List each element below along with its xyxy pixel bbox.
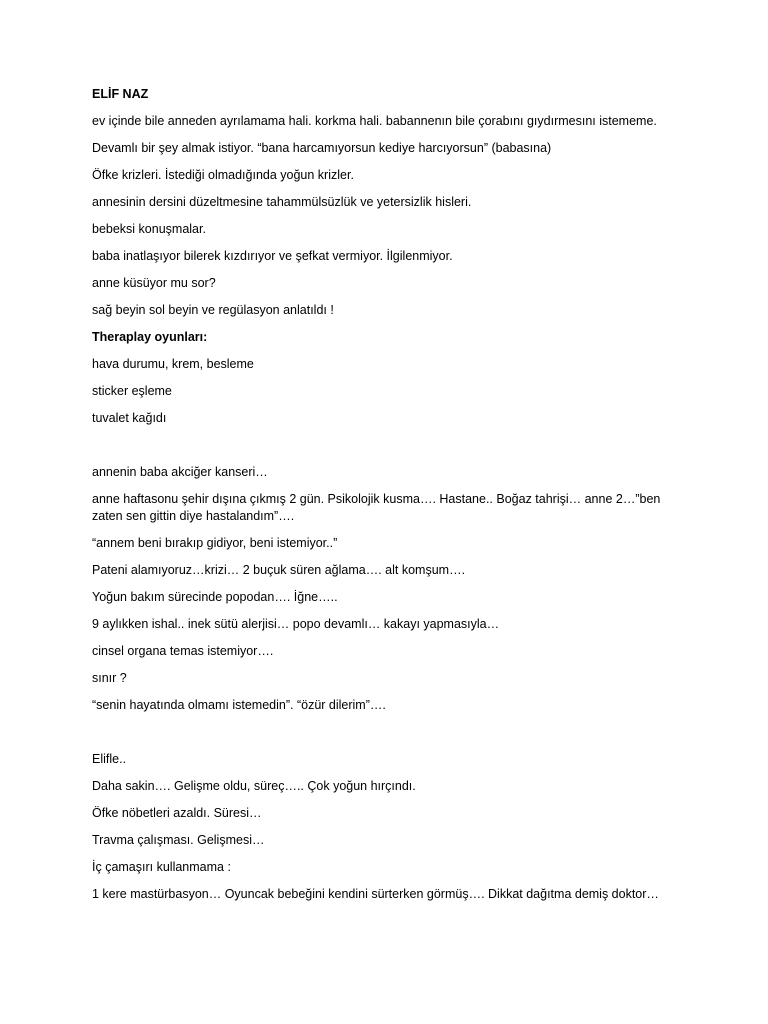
document-title: ELİF NAZ — [92, 87, 149, 101]
paragraph: “annem beni bırakıp gidiyor, beni istemiyor..” — [92, 536, 338, 550]
document-body — [92, 86, 692, 913]
paragraph: Pateni alamıyoruz…krizi… 2 buçuk süren ağlama…. alt komşum…. — [92, 563, 466, 577]
paragraph: 1 kere mastürbasyon… Oyuncak bebeğini kendini sürterken görmüş…. Dikkat dağıtma demiş doktor… — [92, 887, 659, 901]
paragraph: Öfke krizleri. İstediği olmadığında yoğun krizler. — [92, 168, 354, 182]
paragraph: sınır ? — [92, 671, 127, 685]
paragraph: Travma çalışması. Gelişmesi… — [92, 833, 265, 847]
paragraph: annesinin dersini düzeltmesine tahammülsüzlük ve yetersizlik hisleri. — [92, 195, 472, 209]
theraplay-item: tuvalet kağıdı — [92, 411, 167, 425]
paragraph: bebeksi konuşmalar. — [92, 222, 206, 236]
paragraph: Yoğun bakım sürecinde popodan…. İğne….. — [92, 590, 338, 604]
paragraph: Öfke nöbetleri azaldı. Süresi… — [92, 806, 262, 820]
paragraph: Elifle.. — [92, 752, 127, 766]
paragraph: baba inatlaşıyor bilerek kızdırıyor ve şefkat vermiyor. İlgilenmiyor. — [92, 249, 453, 263]
paragraph: anne küsüyor mu sor? — [92, 276, 216, 290]
paragraph: anne haftasonu şehir dışına çıkmış 2 gün. Psikolojik kusma…. Hastane.. Boğaz tahrişi… anne 2…”ben zaten sen gittin diye hastalandım”…. — [92, 492, 661, 523]
paragraph: Devamlı bir şey almak istiyor. “bana harcamıyorsun kediye harcıyorsun” (babasına) — [92, 141, 552, 155]
paragraph: 9 aylıkken ishal.. inek sütü alerjisi… popo devamlı… kakayı yapmasıyla… — [92, 617, 500, 631]
theraplay-item: sticker eşleme — [92, 384, 172, 398]
paragraph: İç çamaşırı kullanmama : — [92, 860, 231, 874]
paragraph: sağ beyin sol beyin ve regülasyon anlatıldı ! — [92, 303, 334, 317]
theraplay-heading: Theraplay oyunları: — [92, 330, 208, 344]
paragraph: Daha sakin…. Gelişme oldu, süreç….. Çok yoğun hırçındı. — [92, 779, 416, 793]
paragraph: cinsel organa temas istemiyor…. — [92, 644, 274, 658]
paragraph: ev içinde bile anneden ayrılamama hali. korkma hali. babannenın bile çorabını gıydırmesını istememe. — [92, 114, 657, 128]
blank-line — [92, 437, 692, 464]
blank-line — [92, 724, 692, 751]
paragraph: “senin hayatında olmamı istemedin”. “özür dilerim”…. — [92, 698, 386, 712]
paragraph: annenin baba akciğer kanseri… — [92, 465, 268, 479]
theraplay-item: hava durumu, krem, besleme — [92, 357, 254, 371]
